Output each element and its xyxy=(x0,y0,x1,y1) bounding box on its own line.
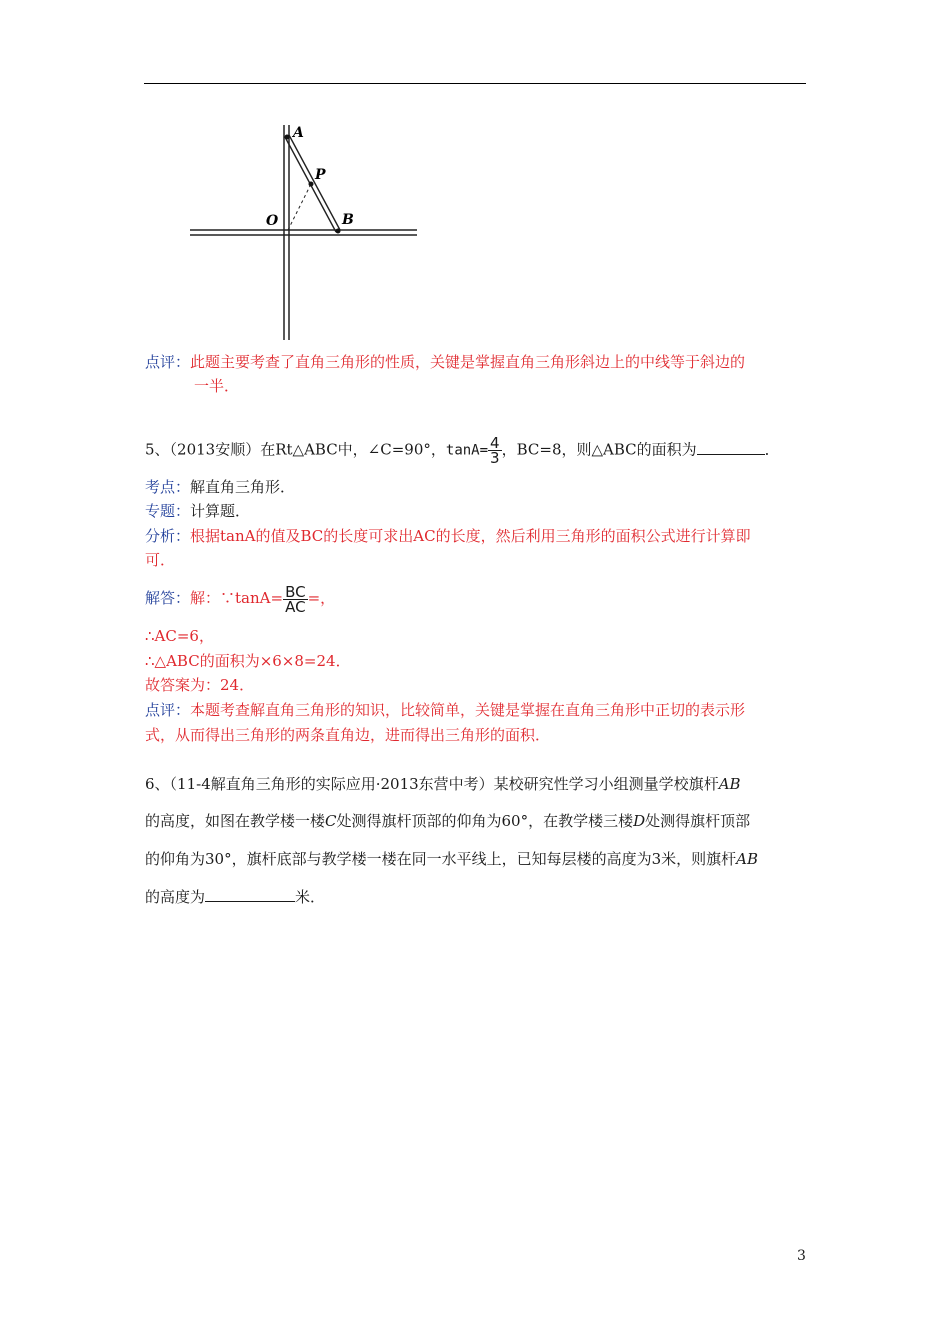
label-b: B xyxy=(342,212,354,228)
q5-kaodian xyxy=(145,477,810,497)
q5-answer: 故答案为：24． xyxy=(145,676,255,694)
q6-l4-b: 米． xyxy=(295,888,326,906)
q5-answer-blank xyxy=(697,440,765,455)
q6-line2 xyxy=(145,811,810,831)
q5-jieda-num: BC xyxy=(285,582,306,601)
q5-fenxi-text1: 根据tanA的值及BC的长度可求出AC的长度，然后利用三角形的面积公式进行计算即 xyxy=(190,527,751,545)
header-rule xyxy=(144,83,806,84)
q4-comment-label: 点评： xyxy=(145,353,191,371)
q5-stem-prefix: 5、（2013安顺）在Rt△ABC中，∠C=90°， xyxy=(145,440,446,459)
q6-l2-d: D xyxy=(633,812,646,830)
label-o: O xyxy=(266,213,279,229)
q5-kaodian-text: 解直角三角形． xyxy=(190,478,296,496)
q5-comment-line2: 式，从而得出三角形的两条直角边，进而得出三角形的面积． xyxy=(145,726,551,744)
q5-jieda-suffix: =， xyxy=(307,589,336,607)
q5-jieda-den: AC xyxy=(285,597,306,616)
q5-stem-end: ． xyxy=(764,440,780,459)
q5-comment-label: 点评： xyxy=(145,701,191,719)
q5-step1: ∴AC=6， xyxy=(145,627,214,645)
label-a: A xyxy=(293,125,304,141)
q5-step2: ∴△ABC的面积为×6×8=24． xyxy=(145,652,351,670)
q6-l3-ab: AB xyxy=(736,850,758,868)
q5-fenxi-line1 xyxy=(145,526,810,546)
q5-zhuanti-text: 计算题． xyxy=(190,502,251,520)
q5-comment-line1 xyxy=(145,700,810,720)
q6-l2-e: 处测得旗杆顶部 xyxy=(645,812,751,830)
q6-l4-a: 的高度为 xyxy=(145,888,206,906)
q6-l1-ab: AB xyxy=(718,775,741,793)
q5-jieda-prefix: 解：∵tanA= xyxy=(190,589,284,607)
q6-line4 xyxy=(145,887,810,907)
q6-l2-a: 的高度，如图在教学楼一楼 xyxy=(145,812,326,830)
q5-tan-num: 4 xyxy=(490,434,500,452)
q4-comment-line2: 一半． xyxy=(194,377,240,395)
q5-zhuanti-label: 专题： xyxy=(145,502,191,520)
q6-answer-blank xyxy=(205,887,295,902)
q5-jieda-fraction xyxy=(283,582,308,616)
q5-stem-suffix: ，BC=8，则△ABC的面积为 xyxy=(501,440,697,459)
point-b xyxy=(336,229,341,234)
point-a xyxy=(285,135,290,140)
q5-kaodian-label: 考点： xyxy=(145,478,191,496)
q6-l2-b: 处测得旗杆顶部的仰角为60°，在教学楼三楼 xyxy=(336,812,634,830)
q4-comment-line1 xyxy=(145,352,810,372)
q4-comment-text1: 此题主要考查了直角三角形的性质，关键是掌握直角三角形斜边上的中线等于斜边的 xyxy=(190,353,746,371)
q6-l2-c: C xyxy=(325,812,337,830)
q5-comment-text1: 本题考查解直角三角形的知识，比较简单，关键是掌握在直角三角形中正切的表示形 xyxy=(190,701,746,719)
page-number: 3 xyxy=(797,1248,806,1264)
q6-line1 xyxy=(145,774,810,794)
op-dashed-line xyxy=(288,184,311,230)
q5-jieda-label: 解答： xyxy=(145,589,191,607)
q5-zhuanti xyxy=(145,501,810,521)
q6-l3-text: 的仰角为30°，旗杆底部与教学楼一楼在同一水平线上，已知每层楼的高度为3米，则旗杆 xyxy=(145,850,737,868)
q5-fenxi-label: 分析： xyxy=(145,527,191,545)
label-p: P xyxy=(315,167,326,183)
q5-tan-label: tanA= xyxy=(445,442,489,459)
q5-tan-den: 3 xyxy=(490,449,500,467)
point-p xyxy=(309,182,314,187)
q5-fenxi-line2: 可． xyxy=(145,551,176,569)
q6-l1-text: 6、（11-4解直角三角形的实际应用·2013东营中考）某校研究性学习小组测量学校旗杆 xyxy=(145,775,719,793)
q6-line3 xyxy=(145,849,810,869)
q5-jieda xyxy=(145,584,810,614)
q5-tan-fraction xyxy=(488,436,502,465)
ladder-figure xyxy=(185,120,420,345)
q5-stem xyxy=(145,436,810,465)
